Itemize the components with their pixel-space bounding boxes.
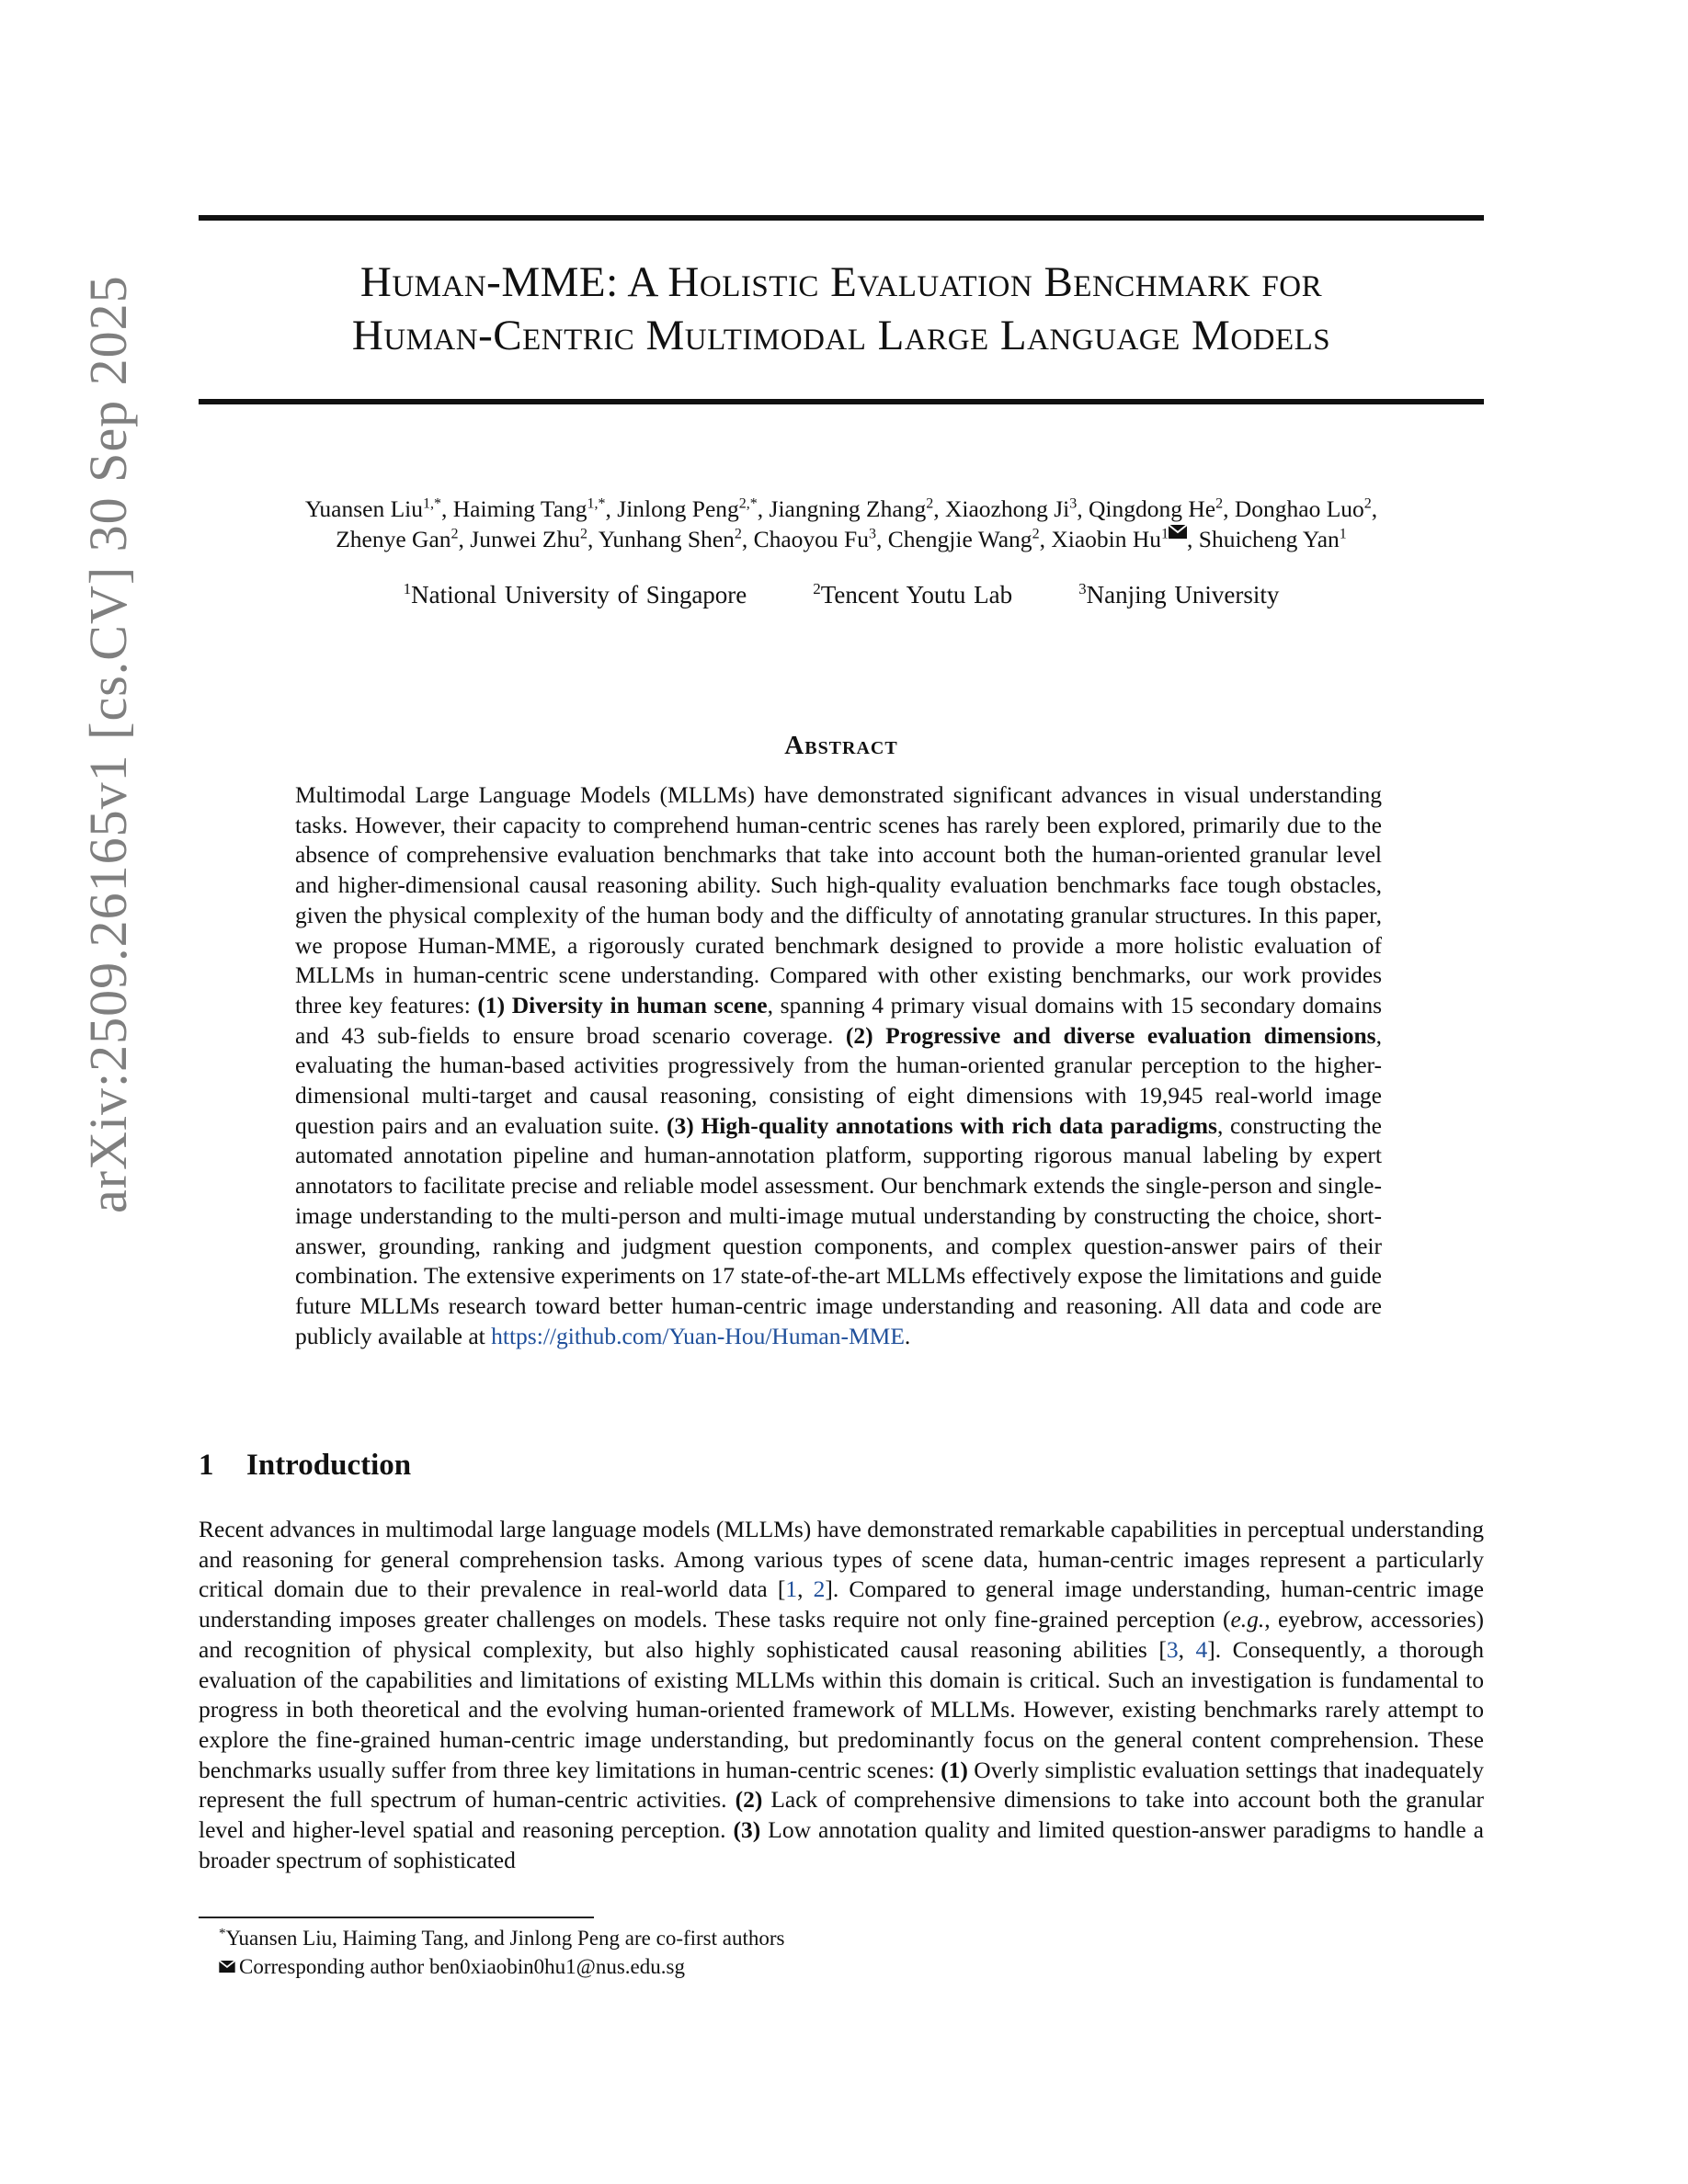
intro-italic: e.g. (1230, 1606, 1265, 1633)
affiliation-name: Nanjing University (1086, 581, 1280, 609)
section-number: 1 (199, 1449, 214, 1482)
affiliation (813, 581, 1012, 609)
abstract-heading: Abstract (784, 731, 898, 760)
abstract-bold: (1) Diversity in human scene (477, 991, 768, 1018)
footnotes (219, 1924, 1414, 1981)
affiliation-list (199, 579, 1484, 610)
section-heading-introduction (199, 1445, 1026, 1485)
author: Qingdong He (1088, 495, 1216, 522)
footnote-divider (199, 1917, 594, 1918)
intro-span: , eyebrow, accessories) and recognition of physical complexity, but also highly sophisticated causal reasoning abilities [ (199, 1606, 1484, 1663)
author: Zhenye Gan (336, 526, 451, 552)
intro-span: , (797, 1575, 814, 1603)
title-rule-top (199, 215, 1484, 221)
citation-link[interactable]: 4 (1195, 1635, 1208, 1663)
author: Yuansen Liu (304, 495, 424, 522)
title-line-1: Human-MME: A Holistic Evaluation Benchmark for (359, 258, 1323, 306)
github-link[interactable]: https://github.com/Yuan-Hou/Human-MME (491, 1322, 905, 1349)
affiliation-number: 1 (403, 580, 412, 597)
abstract-span: , constructing the automated annotation pipeline and human-annotation platform, supporting rigorous manual labeling by expert annotators to facilitate precise and reliable model assessment. Our benchmark extends the single-person and single-image understanding to the multi-person and multi-image mutual understanding by constructing the choice, short-answer, grounding, ranking and judgment question components, and complex question-answer pairs of their combination. The extensive experiments on 17 state-of-the-art MLLMs effectively expose the limitations and guide future MLLMs research toward better human-centric image understanding and reasoning. All data and code are publicly available at (295, 1111, 1382, 1349)
footnote-text: Corresponding author ben0xiaobin0hu1@nus.edu.sg (239, 1955, 685, 1978)
affiliation (1078, 581, 1279, 609)
intro-bold: (3) (733, 1816, 761, 1844)
title-rule-bottom (199, 399, 1484, 404)
footnote-corresponding (219, 1952, 1414, 1981)
author: Shuicheng Yan (1198, 526, 1340, 552)
intro-span: Overly simplistic evaluation settings that inadequately represent the full spectrum of human-centric activities. (199, 1756, 1484, 1814)
affiliation (404, 581, 747, 609)
author-mark: 1,* (423, 495, 442, 512)
envelope-icon (219, 1955, 239, 1978)
abstract-span: , evaluating the human-based activities progressively from the human-oriented granular perception to the higher-dimensional multi-target and causal reasoning, consisting of eight dimensions with 19,945 real-world image question pairs and an evaluation suite. (295, 1021, 1382, 1139)
paper-title (199, 256, 1484, 362)
author-mark: 2 (579, 526, 587, 542)
author-mark: 3 (868, 526, 876, 542)
abstract-span: . (904, 1322, 911, 1349)
intro-bold: (1) (941, 1756, 968, 1783)
author-mark: 1,* (587, 495, 606, 512)
footnote-text: Yuansen Liu, Haiming Tang, and Jinlong Peng are co-first authors (225, 1927, 785, 1950)
abstract-span: , spanning 4 primary visual domains with 15 secondary domains and 43 sub-fields to ensure broad scenario coverage. (295, 991, 1382, 1049)
author: Donghao Luo (1234, 495, 1364, 522)
abstract-text (295, 780, 1382, 1351)
envelope-icon (1169, 525, 1187, 539)
intro-bold: (2) (735, 1786, 763, 1814)
abstract-bold: (2) Progressive and diverse evaluation dimensions (845, 1021, 1376, 1049)
author: Junwei Zhu (470, 526, 580, 552)
author: Xiaozhong Ji (944, 495, 1070, 522)
author-mark: 2,* (738, 495, 758, 512)
citation-link[interactable]: 2 (813, 1575, 826, 1603)
author-mark: 2 (451, 526, 459, 542)
footnote-mark: * (219, 1926, 226, 1941)
affiliation-number: 3 (1078, 580, 1087, 597)
author-mark: 2 (1215, 495, 1224, 512)
intro-span: , (1178, 1635, 1196, 1663)
affiliation-name: Tencent Youtu Lab (820, 581, 1013, 609)
intro-span: Low annotation quality and limited question-answer paradigms to handle a broader spectrum of sophisticated (199, 1816, 1484, 1873)
citation-link[interactable]: 3 (1166, 1635, 1179, 1663)
author-line-2: Zhenye Gan$^2$, Junwei Zhu$^2$, Yunhang Shen$^2$, Chaoyou Fu$^3$, Chengjie Wang$^2$, Xiaobin Hu$^1$ , Shuicheng Yan$^1$ (336, 526, 1347, 552)
citation-link[interactable]: 1 (785, 1575, 798, 1603)
arxiv-identifier[interactable]: arXiv:2509.26165v1 [cs.CV] 30 Sep 2025 (78, 275, 138, 1213)
abstract-span: Multimodal Large Language Models (MLLMs) have demonstrated significant advances in visual understanding tasks. However, their capacity to comprehend human-centric scenes has rarely been explored, primarily due to the absence of comprehensive evaluation benchmarks that take into account both the human-oriented granular level and higher-dimensional causal reasoning ability. Such high-quality evaluation benchmarks face tough obstacles, given the physical complexity of the human body and the difficulty of annotating granular structures. In this paper, we propose Human-MME, a rigorously curated benchmark designed to provide a more holistic evaluation of MLLMs in human-centric scene understanding. Compared with other existing benchmarks, our work provides three key features: (295, 781, 1382, 1018)
author-list (199, 494, 1484, 554)
author-mark: 2 (1032, 526, 1040, 542)
author: Chengjie Wang (887, 526, 1032, 552)
section-title-text: Introduction (246, 1449, 412, 1482)
author: Yunhang Shen (598, 526, 735, 552)
author-mark: 2 (734, 526, 742, 542)
author: Xiaobin Hu (1051, 526, 1162, 552)
intro-span: Lack of comprehensive dimensions to take into account both the granular level and higher-level spatial and reasoning perception. (199, 1786, 1484, 1844)
footnote-cofirst (219, 1924, 1414, 1952)
author: Jiangning Zhang (769, 495, 927, 522)
author-mark: 2 (926, 495, 934, 512)
author-mark: 2 (1363, 495, 1372, 512)
affiliation-name: National University of Singapore (411, 581, 747, 609)
author-line-1: Yuansen Liu$^{1,*}$, Haiming Tang$^{1,*}$, Jinlong Peng$^{2,*}$, Jiangning Zhang$^2$, Xiaozhong Ji$^3$, Qingdong He$^2$, Donghao Luo$^2$, (304, 495, 1378, 522)
author: Jinlong Peng (617, 495, 739, 522)
author: Chaoyou Fu (753, 526, 869, 552)
author: Haiming Tang (452, 495, 587, 522)
abstract-bold: (3) High-quality annotations with rich data paradigms (666, 1111, 1217, 1139)
intro-span: Recent advances in multimodal large language models (MLLMs) have demonstrated remarkable capabilities in perceptual understanding and reasoning for general comprehension tasks. Among various types of scene data, human-centric images represent a particularly critical domain due to their prevalence in real-world data [ (199, 1516, 1484, 1603)
intro-span: ]. Compared to general image understanding, human-centric image understanding imposes greater challenges on models. These tasks require not only fine-grained perception ( (199, 1575, 1484, 1633)
intro-span: ]. Consequently, a thorough evaluation of the capabilities and limitations of existing MLLMs within this domain is critical. Such an investigation is fundamental to progress in both theoretical and the evolving human-oriented framework of MLLMs. However, existing benchmarks rarely attempt to explore the fine-grained human-centric image understanding, but predominantly focus on the general content comprehension. These benchmarks usually suffer from three key limitations in human-centric scenes: (199, 1635, 1484, 1783)
author-mark: 1 (1161, 526, 1169, 542)
introduction-text (199, 1515, 1484, 1875)
title-line-2: Human-Centric Multimodal Large Language Models (351, 312, 1331, 359)
author-mark: 1 (1339, 526, 1347, 542)
author-mark: 3 (1069, 495, 1078, 512)
affiliation-number: 2 (813, 580, 821, 597)
